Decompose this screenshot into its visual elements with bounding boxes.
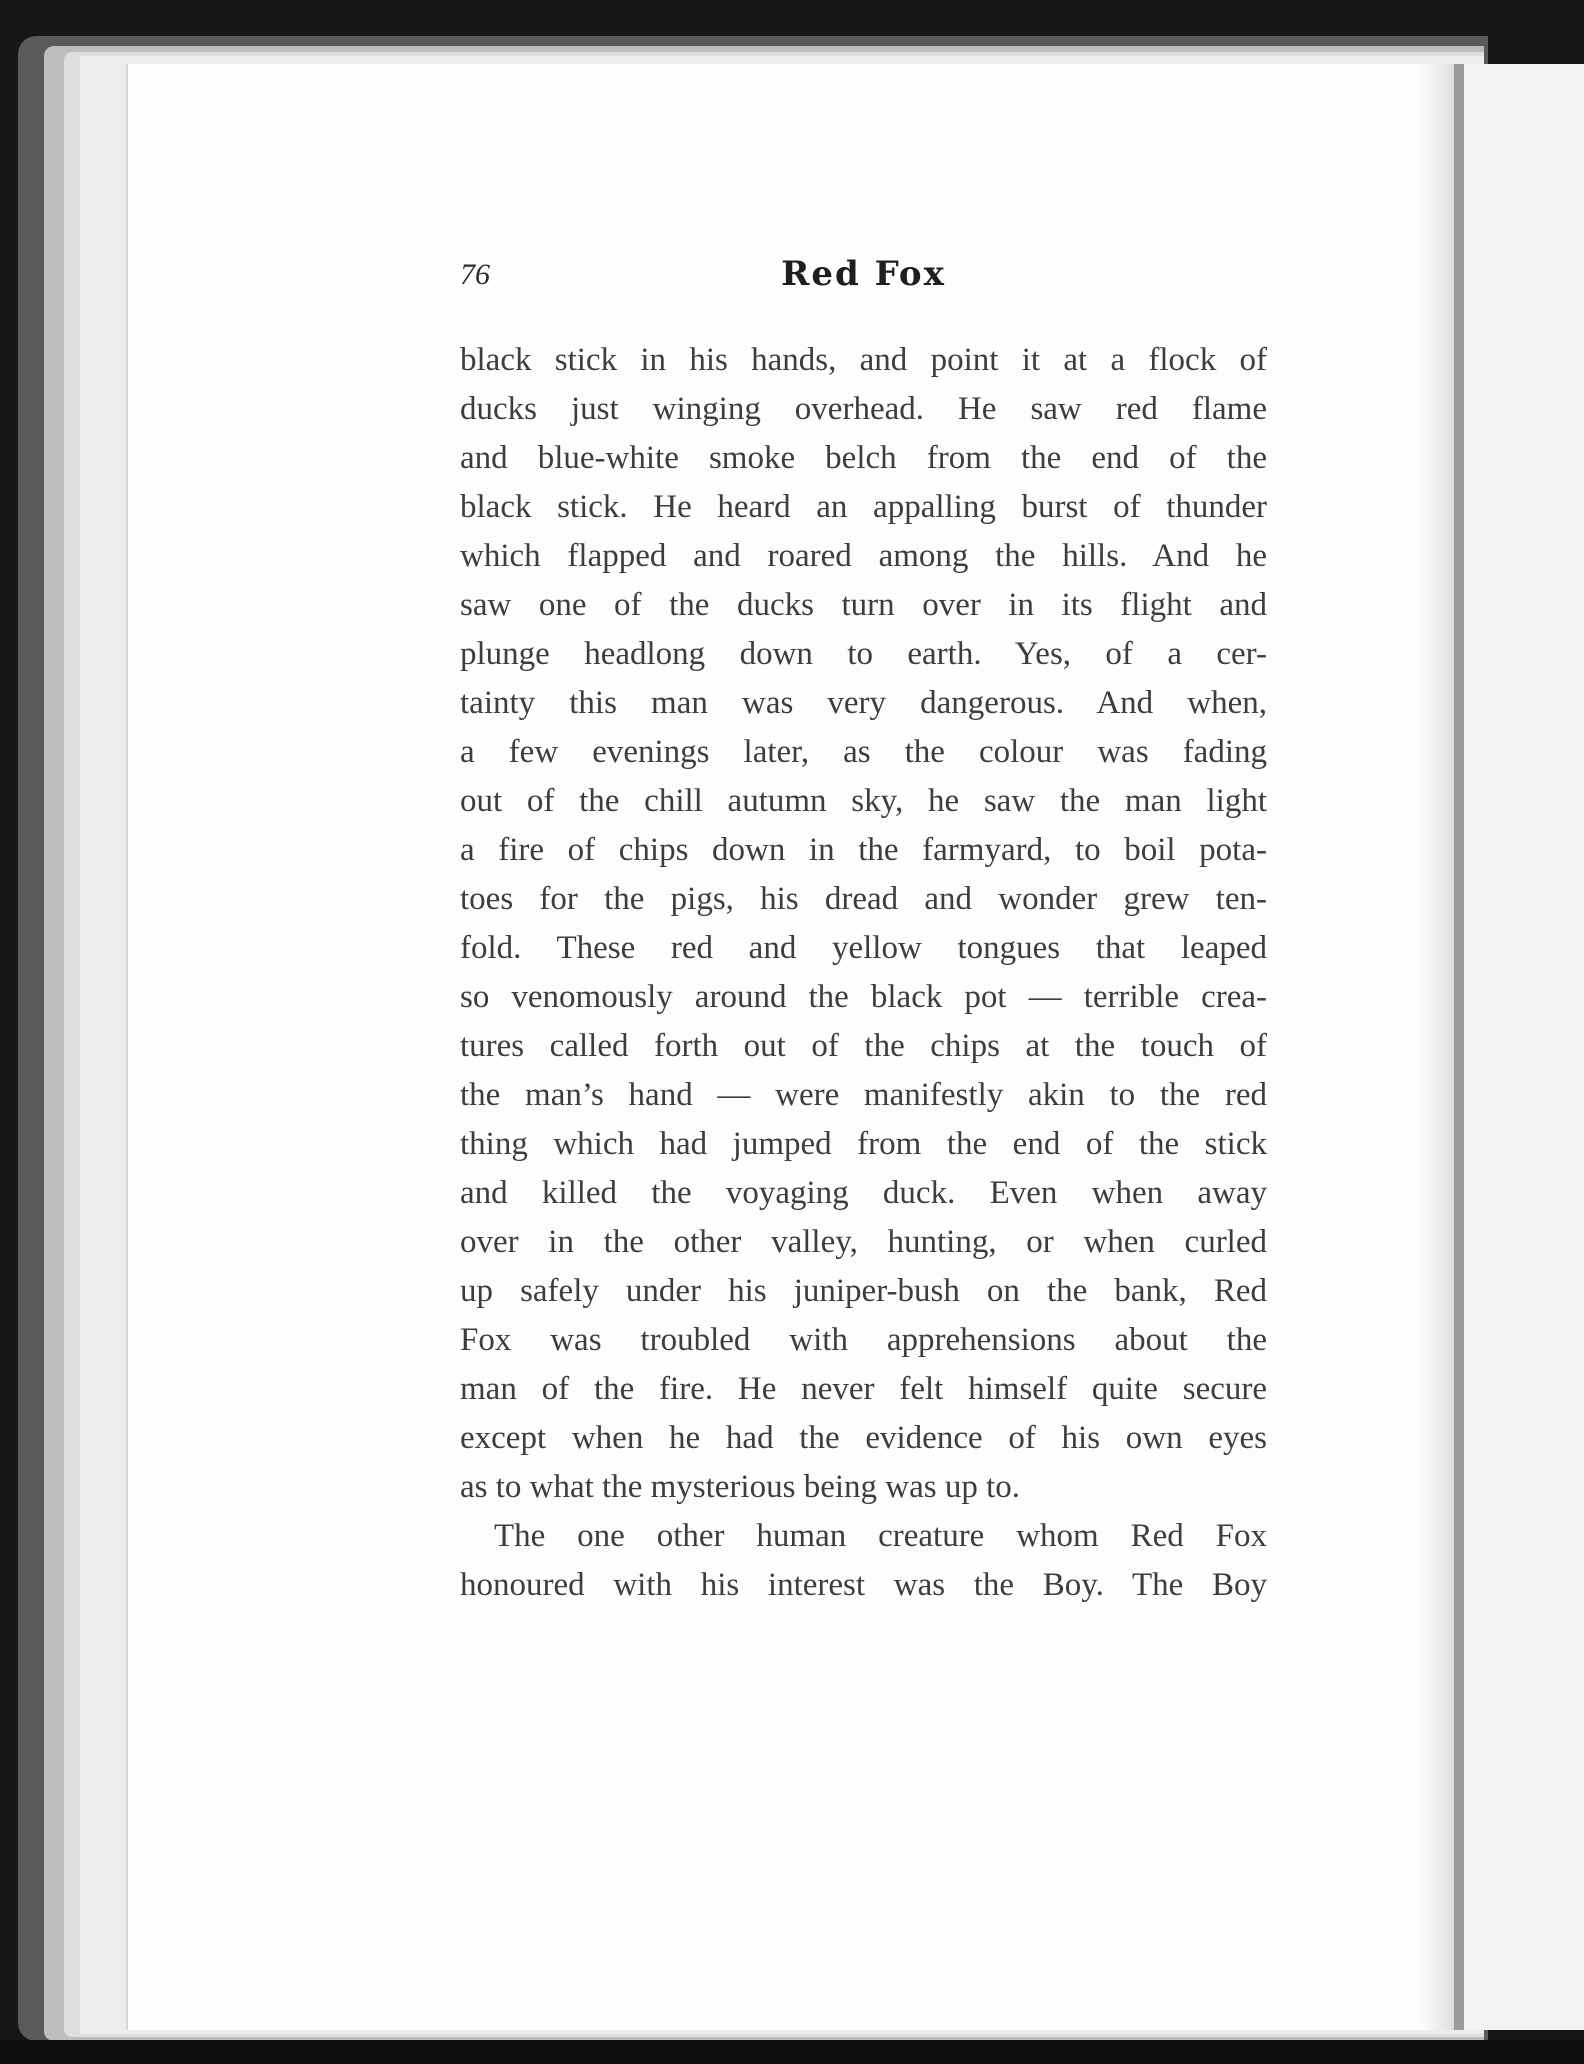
text-line: honoured with his interest was the Boy. The Boy [460, 1567, 1267, 1603]
facing-page-edge [1464, 64, 1584, 2030]
text-line: saw one of the ducks turn over in its flight and [460, 587, 1267, 623]
page-number: 76 [460, 258, 490, 291]
text-line: man of the fire. He never felt himself quite secure [460, 1371, 1267, 1407]
text-line: so venomously around the black pot — terrible crea- [460, 979, 1267, 1015]
text-line: black stick in his hands, and point it at a flock of [460, 342, 1267, 378]
paragraph [460, 336, 1267, 1512]
text-line: a few evenings later, as the colour was fading [460, 734, 1267, 770]
text-line: fold. These red and yellow tongues that leaped [460, 930, 1267, 966]
text-line: as to what the mysterious being was up to. [460, 1469, 1021, 1505]
text-line: The one other human creature whom Red Fox [494, 1518, 1267, 1554]
running-head [460, 254, 1267, 308]
text-line: except when he had the evidence of his own eyes [460, 1420, 1267, 1456]
text-line: thing which had jumped from the end of the stick [460, 1126, 1267, 1162]
text-line: up safely under his juniper-bush on the bank, Red [460, 1273, 1267, 1309]
text-line: ducks just winging overhead. He saw red flame [460, 391, 1267, 427]
running-title: Red Fox [781, 254, 946, 294]
text-line: tures called forth out of the chips at the touch of [460, 1028, 1267, 1064]
gutter [1454, 64, 1464, 2030]
text-line: tainty this man was very dangerous. And when, [460, 685, 1267, 721]
scan-border [0, 2040, 1584, 2064]
text-line: toes for the pigs, his dread and wonder grew ten- [460, 881, 1267, 917]
paragraph [460, 1512, 1267, 1610]
text-line: over in the other valley, hunting, or when curled [460, 1224, 1267, 1260]
text-line: and killed the voyaging duck. Even when away [460, 1175, 1267, 1211]
text-line: plunge headlong down to earth. Yes, of a cer- [460, 636, 1267, 672]
text-line: and blue-white smoke belch from the end of the [460, 440, 1267, 476]
text-line: a fire of chips down in the farmyard, to boil pota- [460, 832, 1267, 868]
text-line: black stick. He heard an appalling burst of thunder [460, 489, 1267, 525]
body-text [460, 336, 1267, 1610]
text-line: the man’s hand — were manifestly akin to the red [460, 1077, 1267, 1113]
text-line: out of the chill autumn sky, he saw the man light [460, 783, 1267, 819]
text-line: Fox was troubled with apprehensions about the [460, 1322, 1267, 1358]
text-line: which flapped and roared among the hills. And he [460, 538, 1267, 574]
